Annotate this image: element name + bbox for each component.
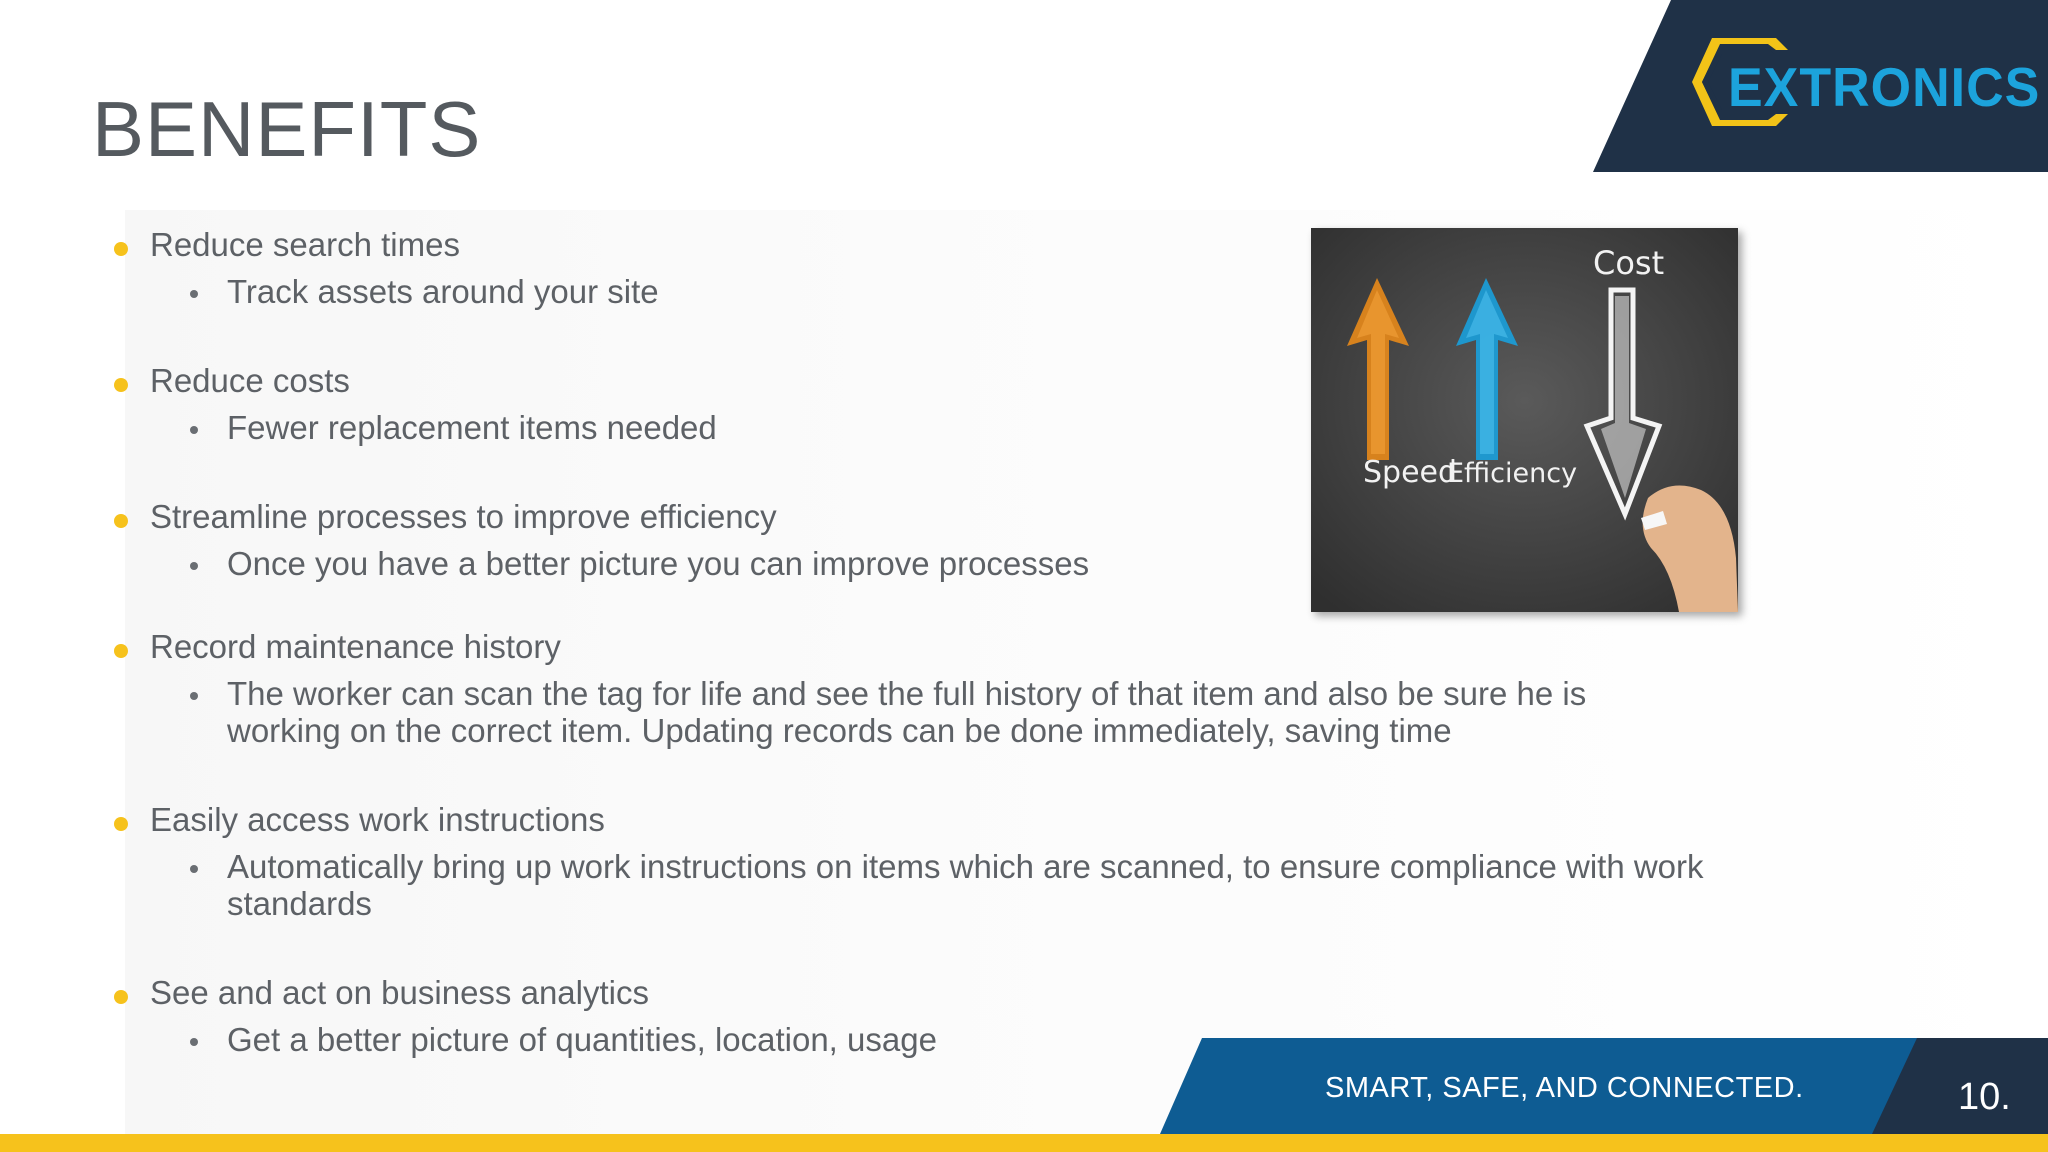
efficiency-label: Efficiency	[1447, 458, 1578, 489]
bullet-heading: See and act on business analytics	[150, 974, 649, 1011]
slide-title: BENEFITS	[92, 85, 482, 173]
bullet-heading: Record maintenance history	[150, 628, 561, 665]
bullet-heading: Reduce costs	[150, 362, 350, 399]
footer-accent-band	[0, 1134, 2048, 1152]
bullet-heading: Reduce search times	[150, 226, 460, 263]
bullet-dot	[114, 817, 128, 831]
bullet-dot	[114, 644, 128, 658]
bullet-heading: Streamline processes to improve efficiency	[150, 498, 777, 535]
page-number: 10.	[1958, 1076, 2011, 1118]
footer-tagline: SMART, SAFE, AND CONNECTED.	[1325, 1072, 1804, 1104]
bullet-detail: Once you have a better picture you can improve processes	[227, 545, 1090, 582]
bullet-detail: Track assets around your site	[227, 273, 659, 310]
bullet-detail: Automatically bring up work instructions on items which are scanned, to ensure compliance with work standards	[227, 848, 1704, 922]
bullet-dot	[114, 514, 128, 528]
sub-bullet-dot	[190, 426, 198, 434]
sub-bullet-dot	[190, 1038, 198, 1046]
sub-bullet-dot	[190, 562, 198, 570]
cost-label: Cost	[1593, 244, 1665, 282]
sub-bullet-dot	[190, 692, 198, 700]
bullet-detail: Fewer replacement items needed	[227, 409, 717, 446]
bullet-detail: Get a better picture of quantities, location, usage	[227, 1021, 937, 1058]
sub-bullet-dot	[190, 865, 198, 873]
bullet-heading: Easily access work instructions	[150, 801, 605, 838]
bullet-dot	[114, 242, 128, 256]
bullet-dot	[114, 378, 128, 392]
logo-wordmark: EXTRONICS	[1728, 57, 2041, 119]
chalkboard-image	[1311, 228, 1738, 612]
sub-bullet-dot	[190, 290, 198, 298]
speed-label: Speed	[1363, 455, 1458, 490]
bullet-detail: The worker can scan the tag for life and see the full history of that item and also be sure he is working on the correct item. Updating records can be done immediately, saving time	[227, 675, 1587, 749]
bullet-dot	[114, 990, 128, 1004]
